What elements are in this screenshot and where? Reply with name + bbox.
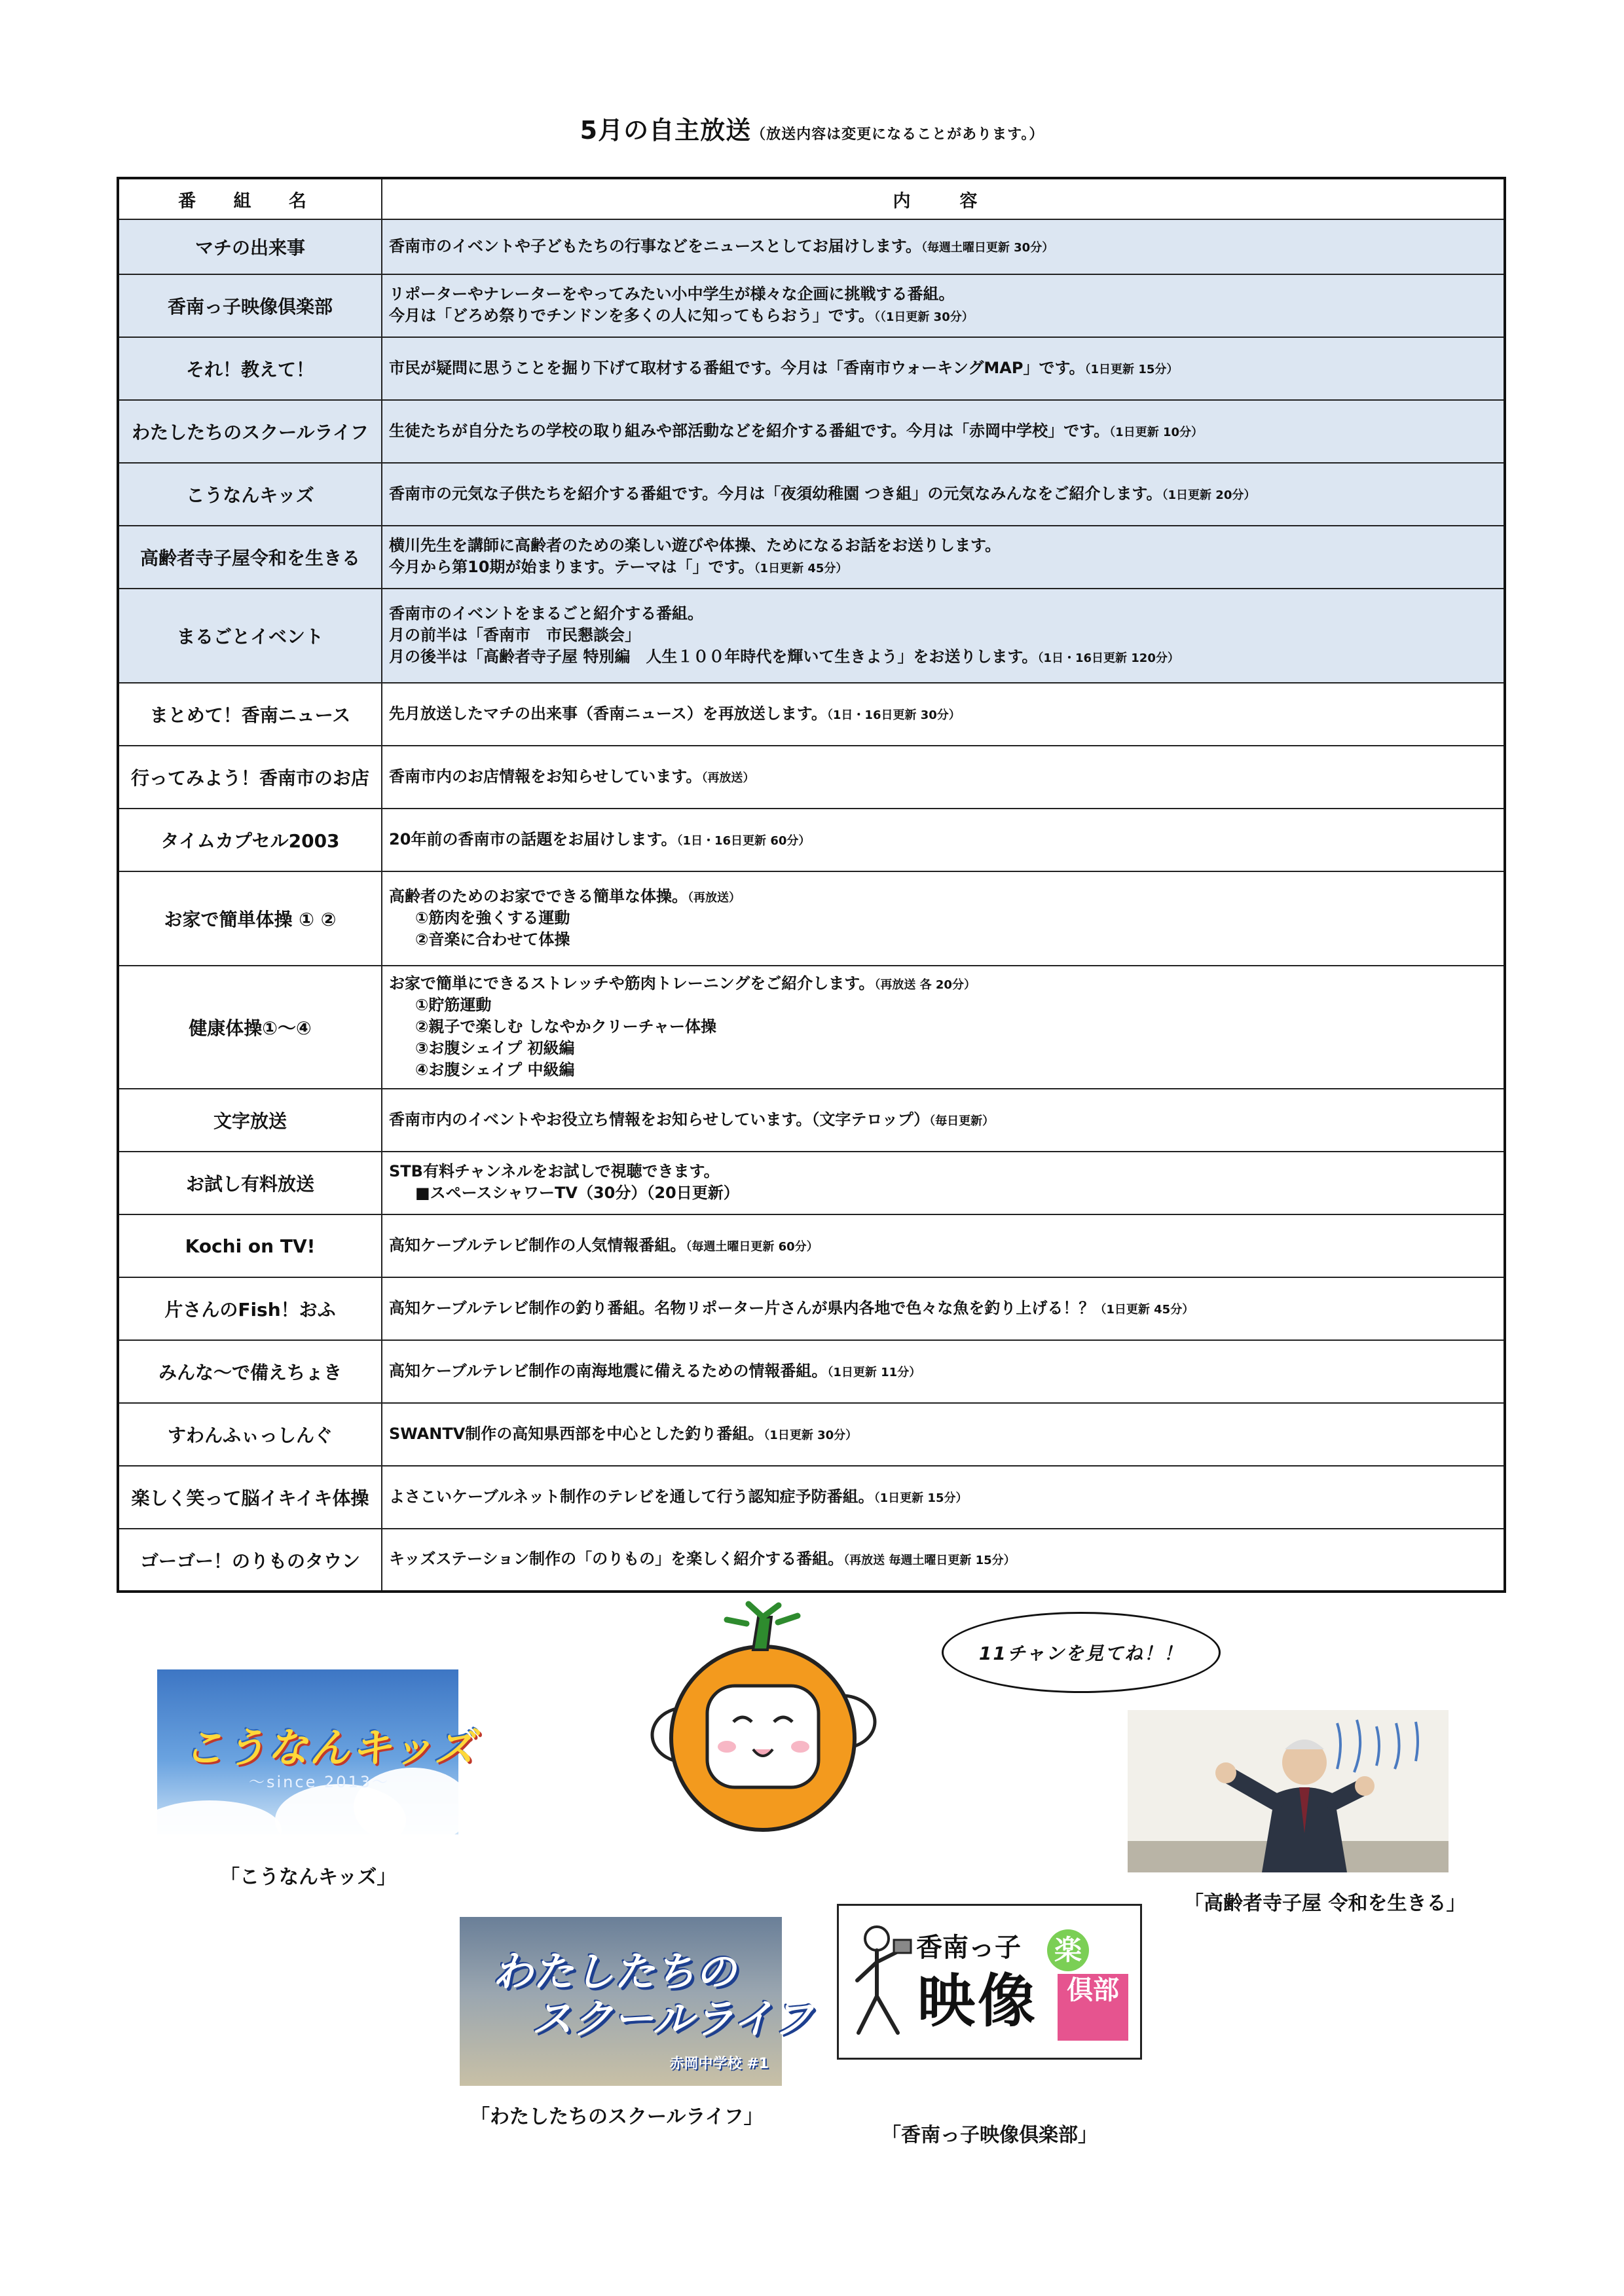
- content-line: [389, 1060, 1497, 1082]
- program-content-cell: [382, 1340, 1505, 1403]
- schedule-note: （1日更新 30分）: [764, 1428, 858, 1442]
- schedule-note: （1日・16日更新 120分）: [1037, 651, 1179, 665]
- table-row: [118, 589, 1505, 683]
- mascot-right-cheek: [791, 1741, 809, 1753]
- kids-caption: 「こうなんキッズ」: [220, 1866, 397, 1889]
- program-name-cell: 健康体操①～④: [118, 966, 382, 1089]
- header-content: 内 容: [382, 178, 1505, 219]
- content-line: [389, 625, 1497, 647]
- content-text: 先月放送したマチの出来事（香南ニュース）を再放送します。: [389, 704, 827, 723]
- content-line: [389, 704, 1497, 725]
- content-line: [389, 886, 1497, 908]
- schedule-body: [118, 219, 1505, 1592]
- content-line: [389, 930, 1497, 951]
- content-text: 生徒たちが自分たちの学校の取り組みや部活動などを紹介する番組です。今月は「赤岡中学校」です。: [389, 421, 1110, 440]
- content-line: [389, 1361, 1497, 1383]
- schedule-note: （1日更新 15分）: [874, 1491, 968, 1505]
- content-text: 20年前の香南市の話題をお届けします。: [389, 829, 677, 848]
- program-name-cell: みんな～で備えちょき: [118, 1340, 382, 1403]
- content-text: リポーターやナレーターをやってみたい小中学生が様々な企画に挑戦する番組。: [389, 285, 955, 303]
- table-row: [118, 1152, 1505, 1214]
- school-life-title-line1: わたしたちの: [492, 1948, 737, 1995]
- eizo-kurabu-badge: 倶部: [1058, 1974, 1128, 2041]
- table-row: [118, 1529, 1505, 1592]
- program-content-cell: [382, 1466, 1505, 1529]
- program-content-cell: [382, 871, 1505, 966]
- content-text: 市民が疑問に思うことを掘り下げて取材する番組です。今月は「香南市ウォーキングMAP」です。: [389, 358, 1085, 377]
- content-line: [389, 557, 1497, 579]
- content-text: ②親子で楽しむ しなやかクリーチャー体操: [415, 1017, 716, 1036]
- program-content-cell: [382, 1152, 1505, 1214]
- schedule-note: （1日更新 45分）: [1094, 1302, 1194, 1317]
- content-text: ■スペースシャワーTV（30分）（20日更新）: [415, 1184, 739, 1202]
- program-content-cell: [382, 966, 1505, 1089]
- table-header-row: [118, 178, 1505, 219]
- content-text: ②音楽に合わせて体操: [415, 930, 570, 949]
- content-text: ③お腹シェイプ 初級編: [415, 1038, 575, 1057]
- program-name-cell: まるごとイベント: [118, 589, 382, 683]
- content-text: ①貯筋運動: [415, 995, 492, 1014]
- content-line: [389, 1487, 1497, 1508]
- mascot-left-cheek: [718, 1741, 736, 1753]
- lecturer-photo: [1128, 1710, 1449, 1872]
- table-row: [118, 809, 1505, 871]
- content-text: 高齢者のためのお家でできる簡単な体操。: [389, 886, 688, 905]
- mascot-stem: [753, 1617, 771, 1650]
- schedule-note: （1日更新 15分）: [1084, 362, 1179, 376]
- content-line: [389, 1235, 1497, 1257]
- schedule-note: （（1日更新 30分）: [874, 310, 974, 324]
- content-text: 今月は「どろめ祭りでチンドンを多くの人に知ってもらおう」です。: [389, 306, 874, 325]
- program-name-cell: Kochi on TV!: [118, 1214, 382, 1277]
- program-content-cell: [382, 746, 1505, 809]
- program-name-cell: お試し有料放送: [118, 1152, 382, 1214]
- content-line: [389, 1017, 1497, 1038]
- school-life-title: [492, 1948, 813, 2043]
- content-text: 高知ケーブルテレビ制作の人気情報番組。: [389, 1235, 686, 1254]
- program-content-cell: [382, 1277, 1505, 1340]
- program-content-cell: [382, 400, 1505, 463]
- header-program-name: 番 組 名: [118, 178, 382, 219]
- filming-person-icon: [848, 1923, 913, 2041]
- page-title: [0, 110, 1624, 146]
- program-content-cell: [382, 219, 1505, 274]
- program-content-cell: [382, 1089, 1505, 1152]
- table-row: [118, 463, 1505, 526]
- speech-bubble-text: 11チャンを見てね！！: [978, 1643, 1184, 1664]
- content-text: お家で簡単にできるストレッチや筋肉トレーニングをご紹介します。: [389, 974, 875, 993]
- program-name-cell: 高齢者寺子屋令和を生きる: [118, 526, 382, 589]
- cloud-shape: [138, 1800, 282, 1859]
- schedule-note: （毎週土曜日更新 30分）: [921, 240, 1054, 255]
- content-line: [389, 1424, 1497, 1446]
- school-life-title-line2: スクールライフ: [532, 1995, 813, 2043]
- eizo-club-thumbnail: [837, 1904, 1142, 2060]
- content-text: 香南市内のイベントやお役立ち情報をお知らせしています。（文字テロップ）: [389, 1110, 930, 1129]
- eizo-top-text: 香南っ子: [916, 1933, 1021, 1963]
- content-line: [389, 829, 1497, 851]
- schedule-note: （1日更新 11分）: [827, 1365, 921, 1379]
- terakoya-caption: 「高齢者寺子屋 令和を生きる」: [1184, 1892, 1466, 1915]
- content-line: [389, 1110, 1497, 1131]
- schedule-note: （再放送 毎週土曜日更新 15分）: [843, 1554, 1016, 1567]
- table-row: [118, 526, 1505, 589]
- program-content-cell: [382, 337, 1505, 400]
- mascot-illustration: [655, 1597, 871, 1840]
- eizo-main-text: 映像: [917, 1967, 1039, 2035]
- content-text: 横川先生を講師に高齢者のための楽しい遊びや体操、ためになるお話をお送りします。: [389, 536, 1001, 555]
- table-row: [118, 683, 1505, 746]
- content-text: 香南市のイベントや子どもたちの行事などをニュースとしてお届けします。: [389, 236, 921, 255]
- program-name-cell: それ！教えて！: [118, 337, 382, 400]
- content-text: ①筋肉を強くする運動: [415, 908, 570, 927]
- eizo-club-caption: 「香南っ子映像倶楽部」: [881, 2124, 1098, 2147]
- content-line: [389, 1298, 1497, 1320]
- content-text: よさこいケーブルネット制作のテレビを通して行う認知症予防番組。: [389, 1487, 874, 1506]
- program-name-cell: ゴーゴー！のりものタウン: [118, 1529, 382, 1592]
- content-line: [389, 421, 1497, 443]
- content-line: [389, 1038, 1497, 1060]
- program-content-cell: [382, 809, 1505, 871]
- schedule-note: （毎日更新）: [929, 1114, 995, 1128]
- program-name-cell: お家で簡単体操 ① ②: [118, 871, 382, 966]
- content-text: 月の前半は「香南市 市民懇談会」: [389, 625, 640, 644]
- program-name-cell: すわんふぃっしんぐ: [118, 1403, 382, 1466]
- terakoya-thumbnail: [1128, 1710, 1449, 1872]
- table-row: [118, 1466, 1505, 1529]
- schedule-note: （1日更新 45分）: [754, 562, 848, 575]
- table-row: [118, 274, 1505, 337]
- schedule-note: （再放送）: [701, 771, 755, 785]
- content-text: ④お腹シェイプ 中級編: [415, 1060, 575, 1079]
- program-content-cell: [382, 1403, 1505, 1466]
- program-content-cell: [382, 1529, 1505, 1592]
- content-text: STB有料チャンネルをお試しで視聴できます。: [389, 1162, 720, 1180]
- content-text: 香南市の元気な子供たちを紹介する番組です。今月は「夜須幼稚園 つき組」の元気なみんなをご紹介します。: [389, 484, 1162, 503]
- table-row: [118, 966, 1505, 1089]
- table-row: [118, 1340, 1505, 1403]
- table-row: [118, 1403, 1505, 1466]
- table-row: [118, 871, 1505, 966]
- program-content-cell: [382, 589, 1505, 683]
- kids-since-text: ～since 2013～: [249, 1773, 390, 1791]
- table-row: [118, 337, 1505, 400]
- schedule-note: （1日・16日更新 30分）: [826, 708, 961, 722]
- content-line: [389, 284, 1497, 306]
- table-row: [118, 1277, 1505, 1340]
- mascot-face: [707, 1686, 819, 1787]
- table-row: [118, 1089, 1505, 1152]
- content-text: 高知ケーブルテレビ制作の釣り番組。名物リポーター片さんが県内各地で色々な魚を釣り上げる！？: [389, 1298, 1095, 1317]
- program-name-cell: 文字放送: [118, 1089, 382, 1152]
- table-row: [118, 1214, 1505, 1277]
- content-line: [389, 1161, 1497, 1183]
- program-name-cell: 行ってみよう！香南市のお店: [118, 746, 382, 809]
- eizo-raku-badge: 楽: [1047, 1929, 1089, 1971]
- kids-thumbnail: [157, 1669, 476, 1834]
- schedule-note: （毎週土曜日更新 60分）: [686, 1239, 819, 1254]
- content-line: [389, 306, 1497, 327]
- school-life-caption: 「わたしたちのスクールライフ」: [470, 2105, 764, 2128]
- content-line: [389, 974, 1497, 995]
- content-text: 高知ケーブルテレビ制作の南海地震に備えるための情報番組。: [389, 1361, 828, 1380]
- program-name-cell: 片さんのFish！おふ: [118, 1277, 382, 1340]
- program-name-cell: マチの出来事: [118, 219, 382, 274]
- schedule-note: （1日更新 10分）: [1109, 425, 1204, 439]
- program-content-cell: [382, 274, 1505, 337]
- table-row: [118, 400, 1505, 463]
- content-text: 月の後半は「高齢者寺子屋 特別編 人生１００年時代を輝いて生きよう」をお送りします。: [389, 647, 1038, 666]
- program-name-cell: 楽しく笑って脳イキイキ体操: [118, 1466, 382, 1529]
- content-text: 香南市のイベントをまるごと紹介する番組。: [389, 604, 703, 623]
- schedule-table: [117, 177, 1506, 1593]
- content-line: [389, 236, 1497, 258]
- page-title-main: 5月の自主放送: [580, 116, 752, 145]
- content-line: [389, 484, 1497, 505]
- school-life-subtitle: 赤岡中学校 #1: [669, 2056, 769, 2072]
- content-text: SWANTV制作の高知県西部を中心とした釣り番組。: [389, 1424, 764, 1443]
- school-life-thumbnail: [460, 1917, 813, 2086]
- page-title-note: （放送内容は変更になることがあります。）: [751, 126, 1044, 143]
- program-content-cell: [382, 683, 1505, 746]
- content-text: 香南市内のお店情報をお知らせしています。: [389, 767, 702, 786]
- content-line: [389, 358, 1497, 380]
- program-name-cell: まとめて！香南ニュース: [118, 683, 382, 746]
- schedule-note: （再放送 各 20分）: [874, 977, 976, 992]
- content-line: [389, 1549, 1497, 1571]
- content-line: [389, 536, 1497, 557]
- content-line: [389, 995, 1497, 1017]
- content-line: [389, 908, 1497, 930]
- program-name-cell: 香南っ子映像倶楽部: [118, 274, 382, 337]
- program-name-cell: タイムカプセル2003: [118, 809, 382, 871]
- kids-logo-text: こうなんキッズ: [183, 1724, 476, 1772]
- schedule-note: （再放送）: [688, 890, 741, 905]
- program-name-cell: こうなんキッズ: [118, 463, 382, 526]
- table-row: [118, 219, 1505, 274]
- content-line: [389, 767, 1497, 788]
- schedule-note: （1日更新 20分）: [1162, 488, 1256, 502]
- content-line: [389, 1183, 1497, 1205]
- content-text: 今月から第10期が始まります。テーマは「」です。: [389, 558, 754, 576]
- table-row: [118, 746, 1505, 809]
- content-text: キッズステーション制作の「のりもの」を楽しく紹介する番組。: [389, 1550, 844, 1568]
- program-content-cell: [382, 463, 1505, 526]
- program-content-cell: [382, 526, 1505, 589]
- speech-bubble: [942, 1612, 1221, 1693]
- program-content-cell: [382, 1214, 1505, 1277]
- content-line: [389, 604, 1497, 625]
- program-name-cell: わたしたちのスクールライフ: [118, 400, 382, 463]
- schedule-note: （1日・16日更新 60分）: [676, 833, 811, 848]
- content-line: [389, 647, 1497, 668]
